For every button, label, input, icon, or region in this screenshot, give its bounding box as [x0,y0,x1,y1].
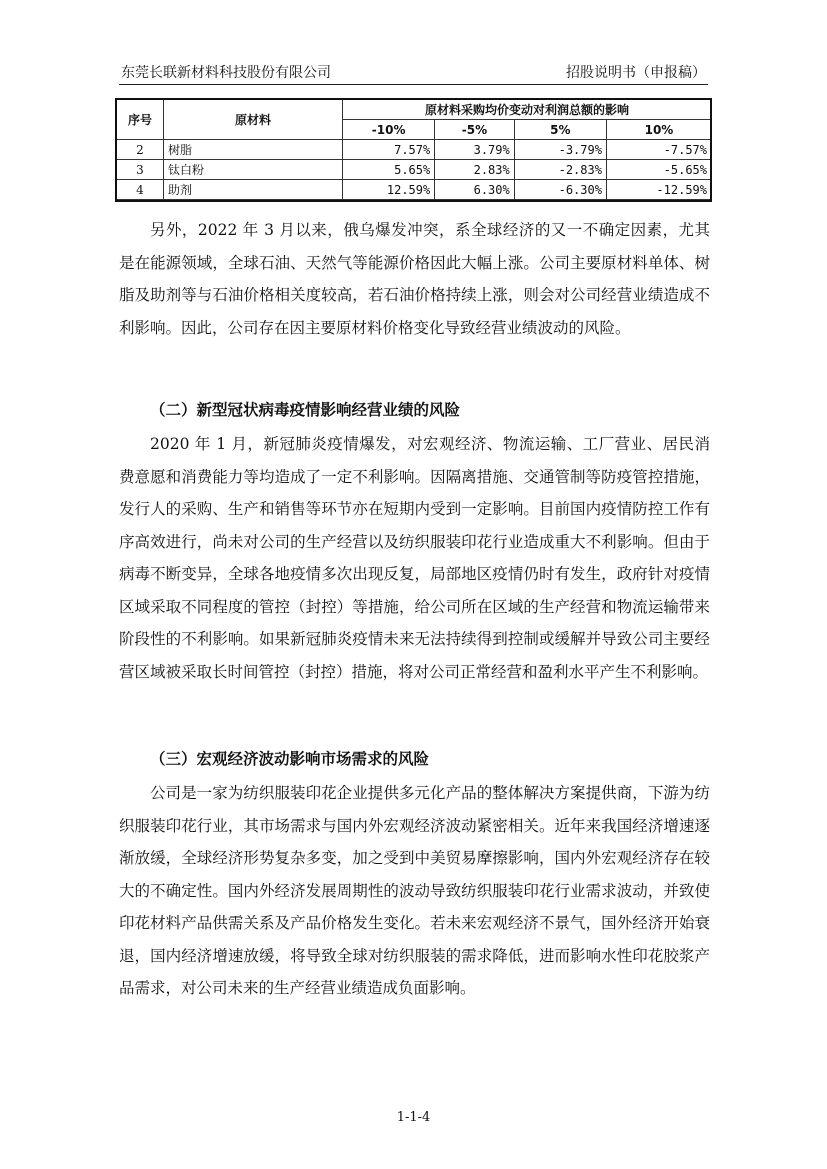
row-value: -2.83% [514,160,606,180]
document-title: 招股说明书（申报稿） [566,65,706,81]
page-number: 1-1-4 [396,1110,431,1125]
page-header [119,60,708,85]
section-heading-macro: （三）宏观经济波动影响市场需求的风险 [150,750,430,768]
paragraph-covid-risk: 2020 年 1 月，新冠肺炎疫情爆发，对宏观经济、物流运输、工厂营业、居民消费意愿和消费能力等均造成了一定不利影响。因隔离措施、交通管制等防疫管控措施，发行人的采购、生产和销售等环节亦在短期内受到一定影响。目前国内疫情防控工作有序高效进行，尚未对公司的生产经营以及纺织服装印花行业造成重大不利影响。但由于病毒不断变异，全球各地疫情多次出现反复，局部地区疫情仍时有发生，政府针对疫情区域采取不同程度的管控（封控）等措施，给公司所在区域的生产经营和物流运输带来阶段性的不利影响。如果新冠肺炎疫情未来无法持续得到控制或缓解并导致公司主要经营区域被采取长时间管控（封控）措施，将对公司正常经营和盈利水平产生不利影响。 [119,435,710,681]
row-value: -7.57% [606,140,711,160]
row-seq: 4 [117,180,164,200]
row-value: 7.57% [343,140,435,160]
row-value: 12.59% [343,180,435,200]
row-value: -5.65% [606,160,711,180]
company-name: 东莞长联新材料科技股份有限公司 [121,65,331,81]
sub-col-header: 5% [514,120,606,140]
sub-col-header: -5% [435,120,514,140]
col-group-header: 原材料采购均价变动对利润总额的影响 [343,100,712,120]
row-value: 3.79% [435,140,514,160]
row-seq: 3 [117,160,164,180]
row-material: 钛白粉 [164,160,343,180]
paragraph-macro-risk: 公司是一家为纺织服装印花企业提供多元化产品的整体解决方案提供商，下游为纺织服装印花行业，其市场需求与国内外宏观经济波动紧密相关。近年来我国经济增速逐渐放缓，全球经济形势复杂多变，加之受到中美贸易摩擦影响，国内外宏观经济存在较大的不确定性。国内外经济发展周期性的波动导致纺织服装印花行业需求波动，并致使印花材料产品供需关系及产品价格发生变化。若未来宏观经济不景气，国外经济开始衰退，国内经济增速放缓，将导致全球对纺织服装的需求降低，进而影响水性印花胶浆产品需求，对公司未来的生产经营业绩造成负面影响。 [119,784,710,997]
row-seq: 2 [117,140,164,160]
row-material: 助剂 [164,180,343,200]
row-value: 6.30% [435,180,514,200]
sub-col-header: 10% [606,120,711,140]
material-impact-table [116,99,712,200]
col-material-header: 原材料 [164,100,343,140]
col-seq-header: 序号 [117,100,164,140]
section-heading-covid: （二）新型冠状病毒疫情影响经营业绩的风险 [150,401,461,419]
paragraph-oil-price-risk: 另外，2022 年 3 月以来，俄乌爆发冲突，系全球经济的又一不确定因素，尤其是在能源领域，全球石油、天然气等能源价格因此大幅上涨。公司主要原材料单体、树脂及助剂等与石油价格相关度较高，若石油价格持续上涨，则会对公司经营业绩造成不利影响。因此，公司存在因主要原材料价格变化导致经营业绩波动的风险。 [119,221,710,337]
sub-col-header: -10% [343,120,435,140]
row-value: -3.79% [514,140,606,160]
row-value: -12.59% [606,180,711,200]
row-value: 5.65% [343,160,435,180]
table-row [117,180,712,200]
row-value: 2.83% [435,160,514,180]
table-row [117,160,712,180]
table-row [117,140,712,160]
row-material: 树脂 [164,140,343,160]
row-value: -6.30% [514,180,606,200]
